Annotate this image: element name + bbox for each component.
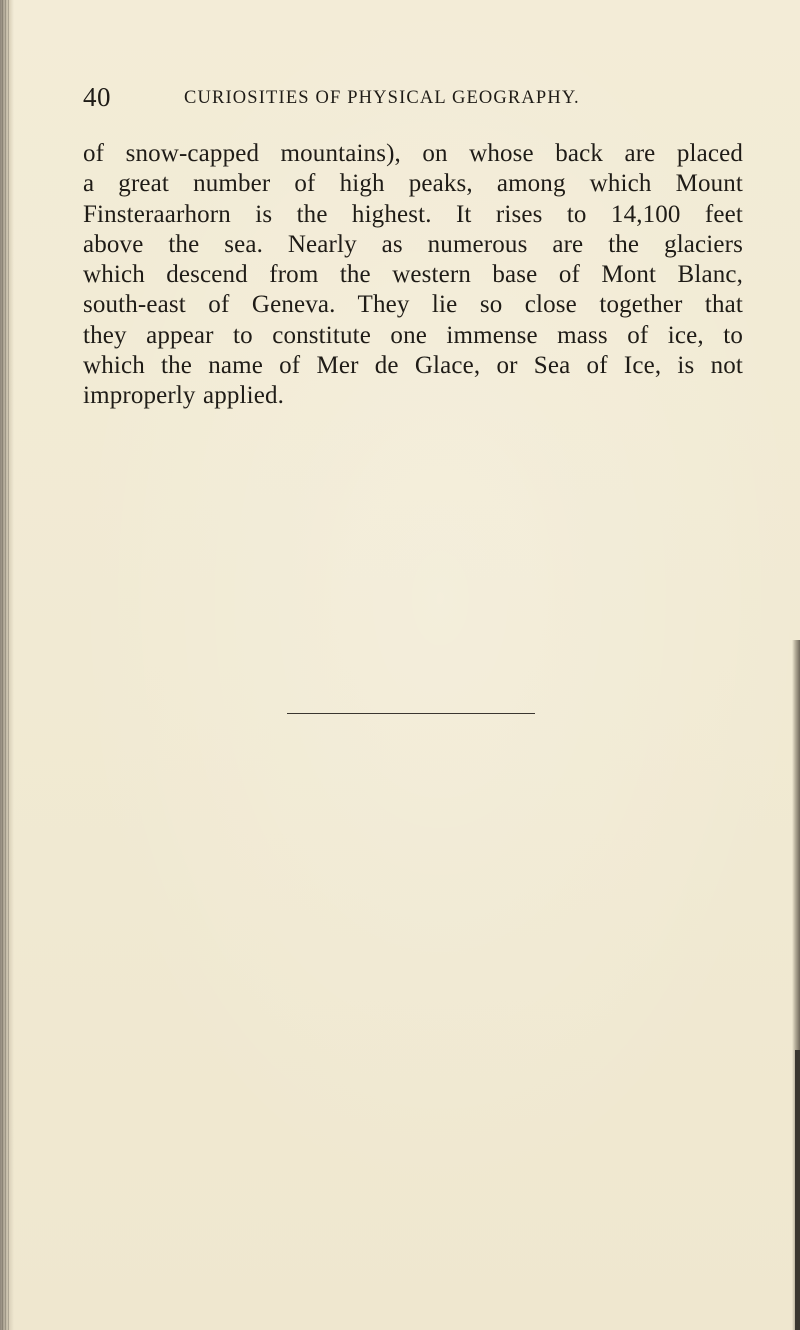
text-line: south-east of Geneva. They lie so close together that xyxy=(83,291,743,319)
text-line: they appear to constitute one immense mass of ice, to xyxy=(83,321,743,349)
body-paragraph xyxy=(83,139,743,412)
text-line: improperly applied. xyxy=(83,382,285,410)
running-head xyxy=(83,82,703,112)
text-line: which descend from the western base of Mont Blanc, xyxy=(83,261,743,289)
binding-edge xyxy=(2,0,11,1330)
running-head-title: CURIOSITIES OF PHYSICAL GEOGRAPHY. xyxy=(184,88,580,108)
text-line: which the name of Mer de Glace, or Sea of Ice, is not xyxy=(83,352,743,380)
page-number: 40 xyxy=(83,82,111,112)
page-edge-dark xyxy=(795,1050,800,1330)
text-line: Finsteraarhorn is the highest. It rises to 14,100 feet xyxy=(83,200,743,228)
section-divider-rule xyxy=(287,713,535,714)
text-line: above the sea. Nearly as numerous are the glaciers xyxy=(83,230,743,258)
text-line: a great number of high peaks, among which Mount xyxy=(83,170,743,198)
text-line: of snow-capped mountains), on whose back are placed xyxy=(83,140,743,167)
